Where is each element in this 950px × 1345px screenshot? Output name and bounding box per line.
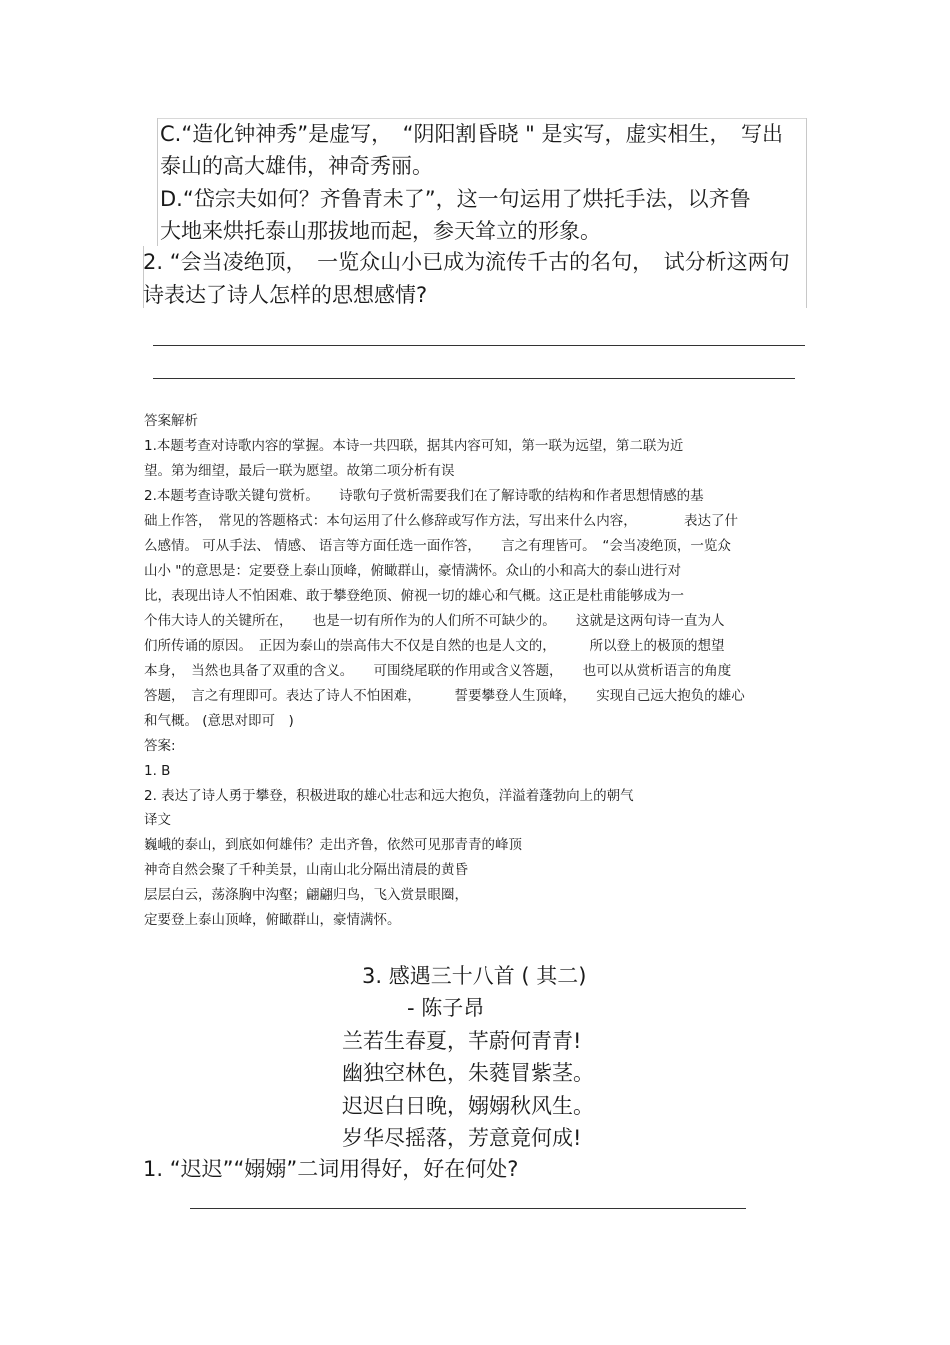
- translation-line: 定要登上泰山顶峰，俯瞰群山，豪情满怀。: [144, 912, 401, 928]
- answer-1: 1. B: [144, 763, 171, 779]
- question-2-line1: 2. “会当凌绝顶， 一览众山小已成为流传千古的名句， 试分析这两句: [143, 250, 790, 274]
- poem-line: 兰若生春夏，芊蔚何青青!: [342, 1029, 582, 1053]
- translation-heading: 译文: [144, 812, 171, 828]
- question-2-line2: 诗表达了诗人怎样的思想感情?: [143, 283, 428, 307]
- analysis-heading: 答案解析: [144, 413, 198, 429]
- translation-line: 神奇自然会聚了千种美景，山南山北分隔出清晨的黄昏: [144, 862, 468, 878]
- question-box-right-border: [806, 118, 807, 308]
- translation-line: 层层白云，荡涤胸中沟壑；翩翩归鸟，飞入赏景眼圈，: [144, 887, 468, 903]
- analysis-line: 山小 "的意思是：定要登上泰山顶峰，俯瞰群山，豪情满怀。众山的小和高大的泰山进行对: [144, 563, 681, 579]
- analysis-line: 们所传诵的原因。 正因为泰山的崇高伟大不仅是自然的也是人文的， 所以登上的极顶的想望: [144, 638, 725, 654]
- analysis-line: 个伟大诗人的关键所在， 也是一切有所作为的人们所不可缺少的。 这就是这两句诗一直为人: [144, 613, 725, 629]
- analysis-line: 和气概。 (意思对即可 ): [144, 713, 294, 729]
- poem-line: 岁华尽摇落，芳意竟何成!: [342, 1126, 582, 1150]
- option-d-line1: D.“岱宗夫如何？齐鲁青未了”，这一句运用了烘托手法，以齐鲁: [160, 187, 751, 211]
- answer-blank-line: [153, 345, 805, 346]
- answer-blank-line: [153, 378, 795, 379]
- analysis-line: 望。第为细望，最后一联为愿望。故第二项分析有误: [144, 463, 455, 479]
- option-c-line1: C.“造化钟神秀”是虚写， “阴阳割昏晓 " 是实写，虚实相生， 写出: [160, 122, 783, 146]
- analysis-line: 础上作答， 常见的答题格式：本句运用了什么修辞或写作方法，写出来什么内容， 表达了什: [144, 513, 738, 529]
- answers-heading: 答案:: [144, 738, 176, 754]
- question-final: 1. “迟迟”“嫋嫋”二词用得好，好在何处?: [143, 1157, 519, 1181]
- analysis-line: 答题， 言之有理即可。表达了诗人不怕困难， 誓要攀登人生顶峰， 实现自己远大抱负的雄心: [144, 688, 745, 704]
- poem-author: - 陈子昂: [407, 996, 485, 1020]
- question-box-left-border: [157, 118, 158, 246]
- analysis-line: 2.本题考查诗歌关键句赏析。 诗歌句子赏析需要我们在了解诗歌的结构和作者思想情感的基: [144, 488, 704, 504]
- analysis-line: 1.本题考查对诗歌内容的掌握。本诗一共四联，据其内容可知，第一联为远望，第二联为近: [144, 438, 684, 454]
- analysis-line: 么感情。 可从手法、 情感、 语言等方面任选一面作答， 言之有理皆可。 “会当凌绝顶，一览众: [144, 538, 731, 554]
- option-c-line2: 泰山的高大雄伟，神奇秀丽。: [160, 154, 433, 178]
- analysis-line: 本身， 当然也具备了双重的含义。 可围绕尾联的作用或含义答题， 也可以从赏析语言的角度: [144, 663, 732, 679]
- option-d-line2: 大地来烘托泰山那拔地而起，参天耸立的形象。: [160, 219, 601, 243]
- poem-title: 3. 感遇三十八首 ( 其二): [362, 964, 587, 988]
- analysis-line: 比，表现出诗人不怕困难、敢于攀登绝顶、俯视一切的雄心和气概。这正是杜甫能够成为一: [144, 588, 684, 604]
- translation-line: 巍峨的泰山，到底如何雄伟？走出齐鲁，依然可见那青青的峰顶: [144, 837, 522, 853]
- poem-line: 迟迟白日晚，嫋嫋秋风生。: [342, 1094, 594, 1118]
- answer-blank-line: [190, 1208, 746, 1209]
- poem-line: 幽独空林色，朱蕤冒紫茎。: [342, 1061, 594, 1085]
- answer-2: 2. 表达了诗人勇于攀登，积极进取的雄心壮志和远大抱负，洋溢着蓬勃向上的朝气: [144, 788, 634, 804]
